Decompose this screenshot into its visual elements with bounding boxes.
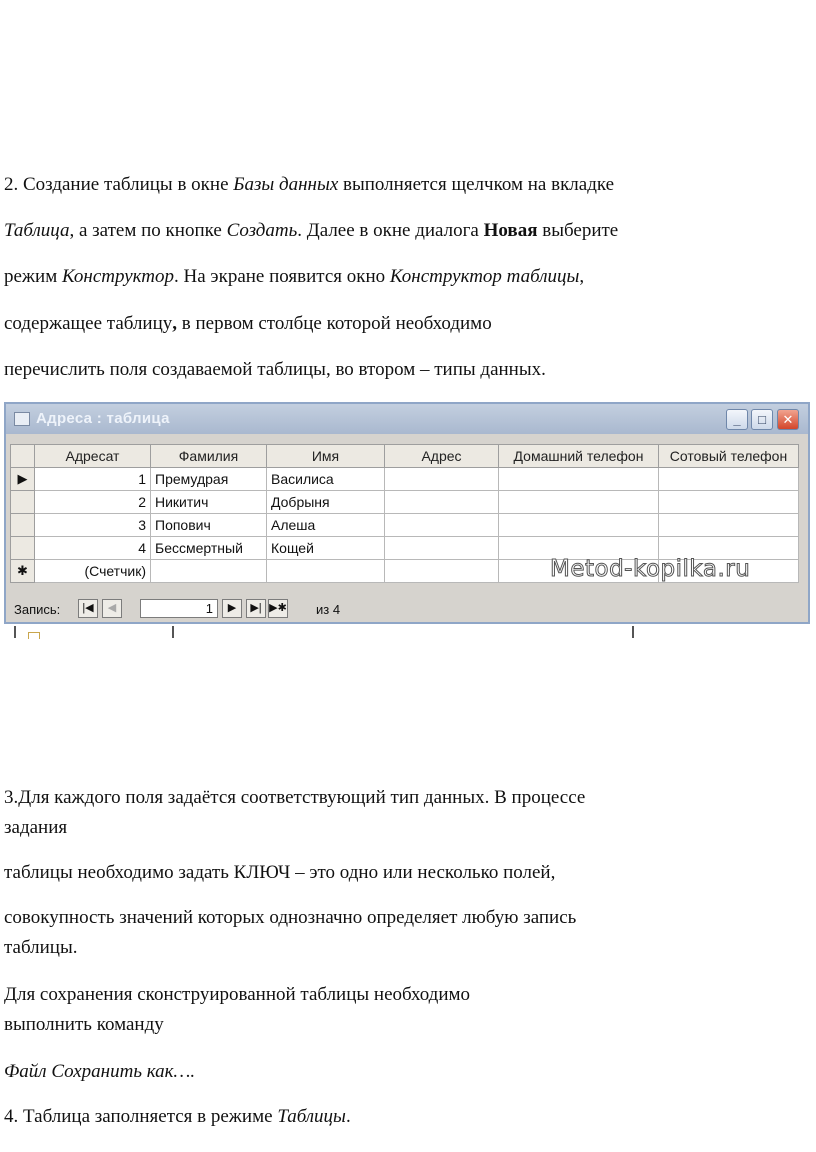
cell-address[interactable] — [385, 537, 499, 560]
cell-mobile-phone[interactable] — [659, 468, 799, 491]
cell-id[interactable]: 1 — [35, 468, 151, 491]
row-selector[interactable] — [11, 491, 35, 514]
table-row — [11, 491, 799, 514]
next-record-icon[interactable]: ▶ — [222, 599, 242, 618]
text: в первом столбце которой необходимо — [177, 313, 492, 334]
table-window — [4, 402, 810, 624]
new-record-nav-icon[interactable]: ▶✱ — [268, 599, 288, 618]
text: 4. Таблица заполняется в режиме — [4, 1106, 278, 1127]
cell-id[interactable]: 3 — [35, 514, 151, 537]
cell-name[interactable]: Добрыня — [267, 491, 385, 514]
text-italic: Таблица — [4, 220, 70, 241]
text: режим — [4, 266, 63, 287]
row-selector[interactable] — [11, 514, 35, 537]
text: , а затем по кнопке — [69, 220, 227, 241]
text: выберите — [537, 220, 619, 241]
close-icon[interactable]: ✕ — [777, 409, 799, 430]
table-icon — [14, 412, 30, 426]
text-italic: Конструктор — [62, 266, 175, 287]
record-navigator — [10, 598, 802, 622]
cell-name[interactable]: Кощей — [267, 537, 385, 560]
cell-id[interactable]: 4 — [35, 537, 151, 560]
para3-line1: 3.Для каждого поля задаётся соответствующий тип данных. В процессе — [4, 787, 586, 808]
record-count: из 4 — [316, 602, 341, 617]
divider — [632, 626, 634, 638]
cell-id[interactable]: 2 — [35, 491, 151, 514]
maximize-icon[interactable]: □ — [751, 409, 773, 430]
para2-line3 — [4, 266, 584, 288]
table-row — [11, 514, 799, 537]
cell-name[interactable]: Алеша — [267, 514, 385, 537]
cell-address[interactable] — [385, 514, 499, 537]
divider — [28, 632, 40, 639]
cell-home-phone[interactable] — [499, 491, 659, 514]
para2-line4 — [4, 313, 492, 335]
cell-surname[interactable]: Никитич — [151, 491, 267, 514]
para4-line1 — [4, 1106, 351, 1128]
cell-home-phone[interactable] — [499, 514, 659, 537]
text: выполняется щелчком на вкладке — [338, 174, 615, 195]
cell-address[interactable] — [385, 491, 499, 514]
text-bold: , — [172, 313, 178, 334]
new-record-icon[interactable]: ✱ — [11, 560, 35, 583]
minimize-icon[interactable]: _ — [726, 409, 748, 430]
text: . — [345, 1106, 351, 1127]
para2-line1 — [4, 174, 614, 196]
table-row — [11, 468, 799, 491]
watermark: Metod-kopilka.ru — [550, 556, 751, 582]
para2-line2 — [4, 220, 618, 242]
column-header[interactable]: Адрес — [385, 445, 499, 468]
cell-surname[interactable]: Бессмертный — [151, 537, 267, 560]
column-header[interactable]: Домашний телефон — [499, 445, 659, 468]
column-header[interactable]: Адресат — [35, 445, 151, 468]
text: . На экране появится окно — [174, 266, 390, 287]
cell-mobile-phone[interactable] — [659, 514, 799, 537]
cell-home-phone[interactable] — [499, 468, 659, 491]
text: , — [579, 266, 585, 287]
column-header[interactable]: Имя — [267, 445, 385, 468]
text-italic: Базы данных — [233, 174, 339, 195]
window-title: Адреса : таблица — [36, 410, 170, 427]
nav-label: Запись: — [14, 602, 61, 617]
first-record-icon[interactable]: |◀ — [78, 599, 98, 618]
cell-mobile-phone[interactable] — [659, 491, 799, 514]
header-row — [11, 445, 799, 468]
window-titlebar — [6, 404, 808, 434]
row-selector[interactable]: ▶ — [11, 468, 35, 491]
text-italic: Создать — [226, 220, 298, 241]
column-header[interactable]: Сотовый телефон — [659, 445, 799, 468]
para3-line8 — [4, 1061, 195, 1083]
text: . Далее в окне диалога — [297, 220, 484, 241]
cell-address[interactable] — [385, 560, 499, 583]
cell-name[interactable]: Василиса — [267, 468, 385, 491]
para3-line3: таблицы необходимо задать КЛЮЧ – это одно или несколько полей, — [4, 862, 556, 883]
cell-id[interactable]: (Счетчик) — [35, 560, 151, 583]
text-italic: Конструктор таблицы — [389, 266, 580, 287]
para3-line5: таблицы. — [4, 937, 78, 958]
cell-surname[interactable]: Попович — [151, 514, 267, 537]
cell-address[interactable] — [385, 468, 499, 491]
row-selector[interactable] — [11, 537, 35, 560]
para3-line7: выполнить команду — [4, 1014, 164, 1035]
para3-line2: задания — [4, 817, 68, 838]
text-bold: Новая — [483, 220, 538, 241]
text: 2. Создание таблицы в окне — [4, 174, 234, 195]
text-italic: Файл Сохранить как…. — [4, 1061, 196, 1082]
text: содержащее таблицу — [4, 313, 173, 334]
cell-surname[interactable]: Премудрая — [151, 468, 267, 491]
cell-surname[interactable] — [151, 560, 267, 583]
last-record-icon[interactable]: ▶| — [246, 599, 266, 618]
divider — [14, 626, 16, 638]
text-italic: Таблицы — [277, 1106, 346, 1127]
prev-record-icon[interactable]: ◀ — [102, 599, 122, 618]
para3-line6: Для сохранения сконструированной таблицы необходимо — [4, 984, 471, 1005]
cell-name[interactable] — [267, 560, 385, 583]
select-all-corner[interactable] — [11, 445, 35, 468]
divider — [172, 626, 174, 638]
column-header[interactable]: Фамилия — [151, 445, 267, 468]
para2-line5: перечислить поля создаваемой таблицы, во втором – типы данных. — [4, 359, 546, 380]
record-number-input[interactable]: 1 — [140, 599, 218, 618]
para3-line4: совокупность значений которых однозначно определяет любую запись — [4, 907, 577, 928]
